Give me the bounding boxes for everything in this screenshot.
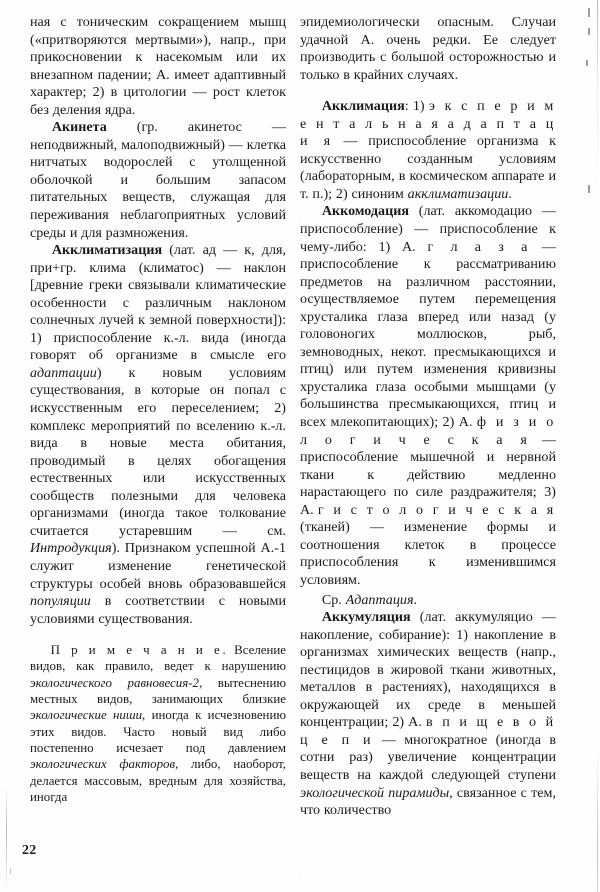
entry-akklimaciya bbox=[300, 98, 556, 203]
text-run-bold: Акклиматизация bbox=[51, 242, 163, 259]
text-run-normal: — приспособление мышечной и нервной ткани к действию медленно нарастающего по силе раздражителя; 3) А. bbox=[300, 431, 556, 518]
text-run-italic: акклиматизации bbox=[407, 185, 509, 202]
text-run-italic: популяции bbox=[30, 593, 91, 610]
akinez-continuation bbox=[30, 14, 286, 119]
text-run-spaced: в п и щ е в о й ц е п и bbox=[300, 714, 556, 748]
text-run-bold: Акклимация bbox=[321, 98, 405, 115]
text-run-normal: (лат. ад — к, для, при+гр. клима (климатос) — наклон [древние греки связывали климатические особенности с различным наклоном солнечных лучей к земной поверхности]): 1) приспособление к.-л. вида (иногда говорят об организме в смысле его bbox=[30, 242, 286, 364]
entry-akkumulyaciya bbox=[300, 609, 556, 820]
text-run-spaced: г и с т о л о г и ч е с к а я bbox=[317, 501, 556, 518]
text-run-spaced: ф и з и о л о г и ч е с к а я bbox=[300, 414, 556, 448]
text-run-normal: ) к новым условиям существования, в которые он попал с искусственным его переселением; 2) комплекс мероприятий по вселению к.-л. вида в новые места обитания, проводимый в целях обогащения естественных или искусственных сообществ полезными для человека организмами (иногда такое толкование считается устаревшим — см. bbox=[30, 364, 286, 539]
text-run-normal: ). Признаком успешной А.-1 служит изменение генетической структуры особей вновь образовавшейся bbox=[30, 540, 286, 592]
text-run-normal: (лат. аккумуляцио — накопление, собирание): 1) накопление в организмах химических веществ (напр., пестицидов в жировой ткани животных, металлов в растениях), находящихся в окружающей их среде в меньшей концентрации; 2) А. bbox=[300, 609, 556, 731]
page-number: 22 bbox=[22, 843, 37, 858]
text-run-italic: экологического равновесия-2 bbox=[30, 675, 199, 690]
text-run-normal: . bbox=[413, 591, 418, 608]
text-run-italic: адаптации bbox=[30, 364, 97, 381]
text-run-italic: Адаптация bbox=[345, 591, 414, 608]
page-columns bbox=[0, 14, 600, 820]
note-primechanie bbox=[30, 642, 286, 805]
text-run-normal: (тканей) — изменение формы и соотношения клеток в процессе приспособления к изменившимся условиям. bbox=[300, 519, 556, 588]
text-run-normal: Ср. bbox=[321, 591, 346, 608]
text-run-spaced: П р и м е ч а н и е. bbox=[50, 643, 229, 658]
entry-akklimatizaciya bbox=[30, 242, 286, 628]
text-run-normal: , иногда к исчезновению этих видов. Часто новый вид либо постепенно исчезает под давлением bbox=[30, 708, 286, 755]
text-run-normal: — приспособление к рассматриванию предметов на различном расстоянии, осуществляемое путем перемещения хрусталика глаза вперед или назад (у головоногих моллюсков, рыб, земноводных, некот. пресмыкающихся и птиц) или путем изменения кривизны хрусталика глаза особыми мышцами (у большинства пресмыкающихся, птиц и всех млекопитающих); 2) А. bbox=[300, 238, 556, 431]
text-run-normal: , либо, наоборот, делается массовым, вредным для хозяйства, иногда bbox=[30, 757, 287, 804]
text-run-spaced: г л а з а bbox=[427, 238, 531, 255]
text-run-spaced: э к с п е р и м е н т а л ь н а я а д а п т а ц и я bbox=[300, 98, 556, 150]
text-run-normal: , вытеснению местных видов, занимающих близкие bbox=[30, 675, 286, 707]
text-run-bold: Аккумуляция bbox=[321, 609, 411, 626]
cross-ref-adaptaciya bbox=[300, 592, 556, 610]
text-run-normal: (гр. акинетос — неподвижный, малоподвижный) — клетка нитчатых водорослей с утолщенной оболочкой и большим запасом питательных веществ, служащая для переживания неблагоприятных условий среды и для размножения. bbox=[30, 119, 286, 241]
entry-akkomodaciya bbox=[300, 203, 556, 589]
text-run-italic: Интродукция bbox=[30, 540, 112, 557]
text-run-normal: : 1) bbox=[404, 98, 429, 115]
text-run-normal: Вселение видов, как правило, ведет к нарушению bbox=[30, 643, 286, 674]
text-run-normal: эпидемиологически опасным. Случаи удачной А. очень редки. Ее следует производить с большой осторожностью и только в крайних случаях. bbox=[300, 14, 556, 83]
text-run-bold: Аккомодация bbox=[321, 203, 409, 220]
entry-akineta bbox=[30, 119, 286, 242]
text-run-bold: Акинета bbox=[51, 119, 107, 136]
scan-speck bbox=[10, 868, 11, 874]
text-run-normal: — приспособление организма к искусственно созданным условиям (лабораторным, в космическом аппарате и т. п.); 2) синоним bbox=[300, 133, 556, 202]
text-run-normal: в соответствии с новыми условиями существования. bbox=[30, 593, 286, 627]
text-run-italic: экологических факторов bbox=[30, 757, 176, 772]
text-run-italic: экологические ниши bbox=[30, 708, 143, 723]
right-column bbox=[300, 14, 556, 820]
text-run-italic: экологической пирамиды bbox=[300, 784, 450, 801]
text-run-normal: . bbox=[508, 185, 512, 202]
left-column bbox=[30, 14, 286, 820]
note-continuation bbox=[300, 14, 556, 84]
text-run-normal: — многократное (иногда в сотни раз) увеличение концентрации веществ на каждой следующей ступени bbox=[300, 731, 557, 783]
text-run-normal: ная с тоническим сокращением мышц («притворяются мертвыми»), напр., при прикосновении к насекомым или их внезапном падении; А. имеет адаптивный характер; 2) в цитологии — рост клеток без деления ядра. bbox=[30, 14, 286, 118]
text-run-normal: , связанное с тем, что количество bbox=[300, 784, 556, 819]
text-run-normal: (лат. аккомодацио — приспособление) — приспособление к чему-либо: 1) А. bbox=[300, 203, 556, 255]
